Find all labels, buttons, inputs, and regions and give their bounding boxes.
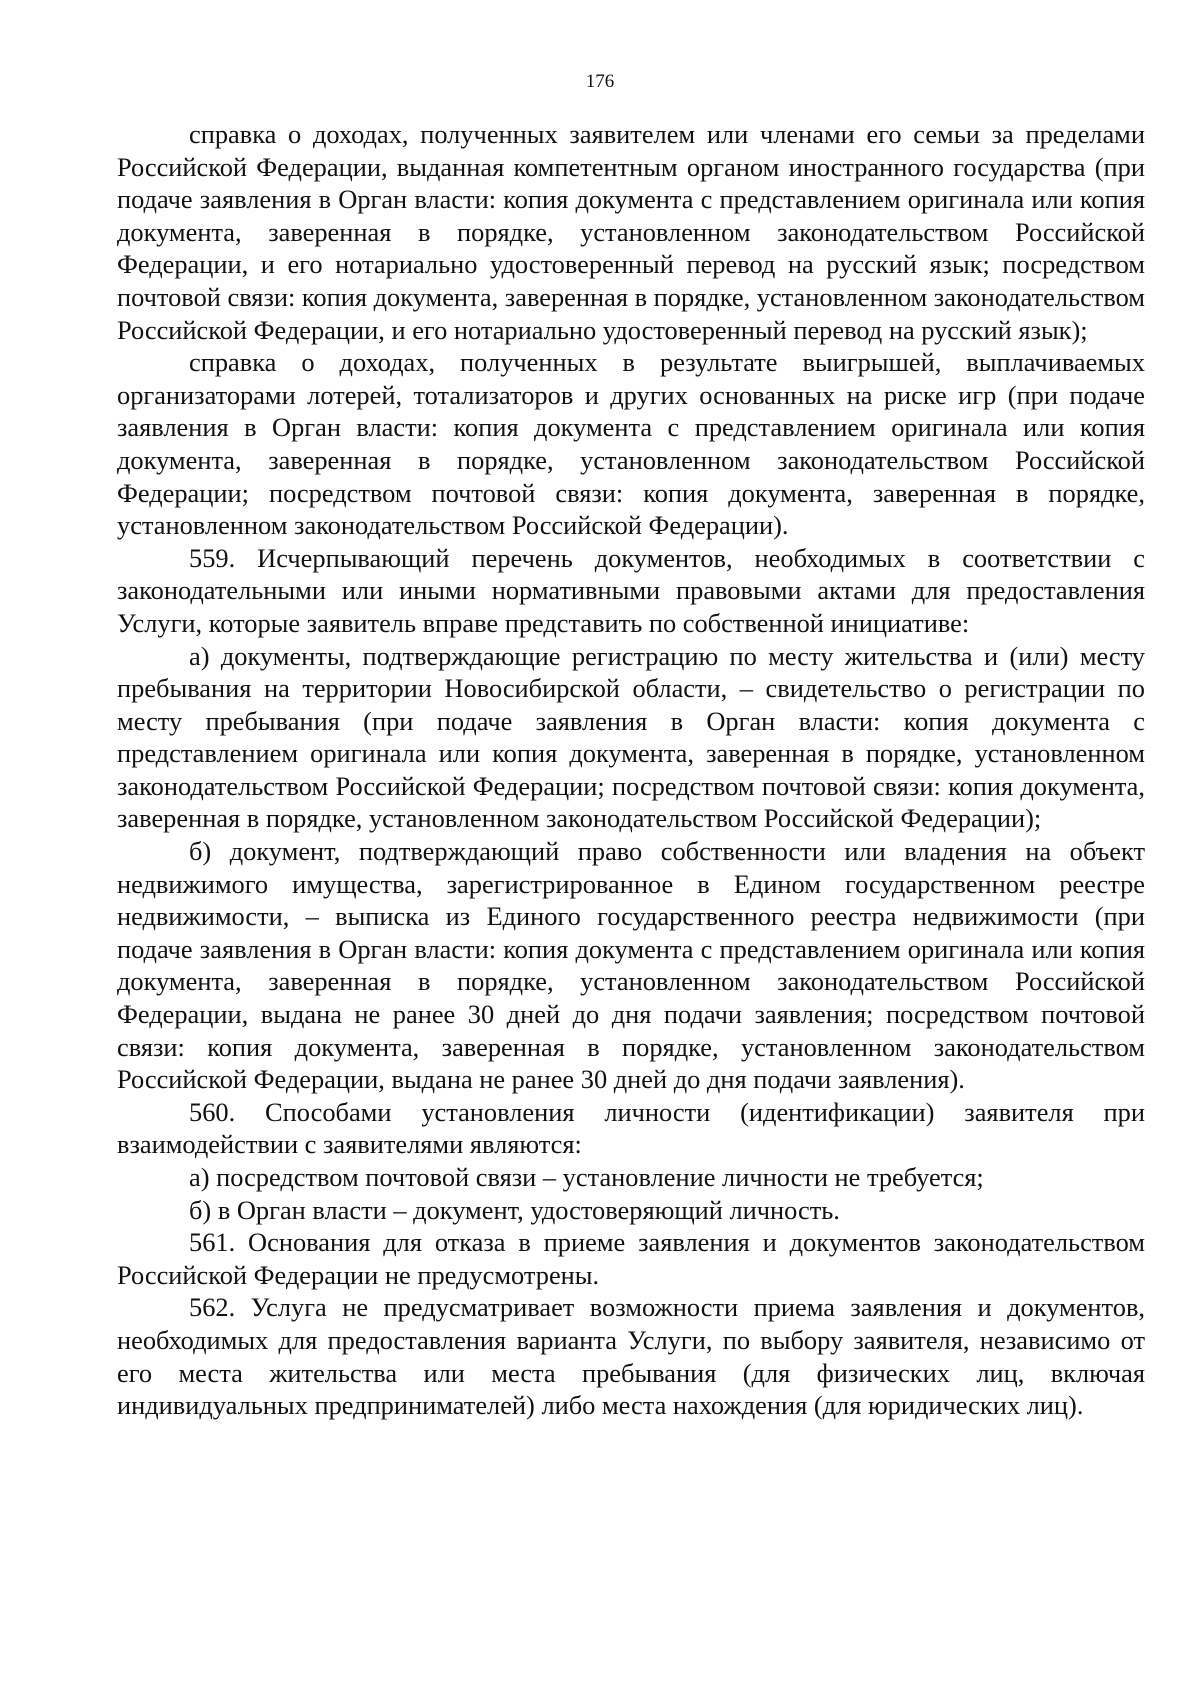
page-number: 176 xyxy=(585,71,615,92)
paragraph-559-a: а) документы, подтверждающие регистрацию по месту жительства и (или) месту пребывания на территории Новосибирской области, – свидетельство о регистрации по месту пребывания (при подаче заявления в Орган власти: копия документа с представлением оригинала или копия документа, заверенная в порядке, установленном законодательством Российской Федерации; посредством почтовой связи: копия документа, заверенная в порядке, установленном законодательством Российской Федерации); xyxy=(117,640,1145,834)
document-body xyxy=(117,118,1145,1422)
paragraph-559-b: б) документ, подтверждающий право собственности или владения на объект недвижимого имущества, зарегистрированное в Едином государственном реестре недвижимости, – выписка из Единого государственного реестра недвижимости (при подаче заявления в Орган власти: копия документа с представлением оригинала или копия документа, заверенная в порядке, установленном законодательством Российской Федерации, выдана не ранее 30 дней до дня подачи заявления; посредством почтовой связи: копия документа, заверенная в порядке, установленном законодательством Российской Федерации, выдана не ранее 30 дней до дня подачи заявления). xyxy=(117,836,1145,1095)
paragraph-561: 561. Основания для отказа в приеме заявления и документов законодательством Российской Федерации не предусмотрены. xyxy=(117,1227,1145,1290)
paragraph-562: 562. Услуга не предусматривает возможности приема заявления и документов, необходимых для предоставления варианта Услуги, по выбору заявителя, независимо от его места жительства или места пребывания (для физических лиц, включая индивидуальных предпринимателей) либо места нахождения (для юридических лиц). xyxy=(117,1292,1145,1421)
paragraph-foreign-income-certificate: справка о доходах, полученных заявителем или членами его семьи за пределами Российской Федерации, выданная компетентным органом иностранного государства (при подаче заявления в Орган власти: копия документа с представлением оригинала или копия документа, заверенная в порядке, установленном законодательством Российской Федерации, и его нотариально удостоверенный перевод на русский язык; посредством почтовой связи: копия документа, заверенная в порядке, установленном законодательством Российской Федерации, и его нотариально удостоверенный перевод на русский язык); xyxy=(117,119,1146,345)
paragraph-560: 560. Способами установления личности (идентификации) заявителя при взаимодействии с заявителями являются: xyxy=(117,1096,1145,1160)
paragraph-560-a: а) посредством почтовой связи – установление личности не требуется; xyxy=(189,1162,984,1192)
paragraph-lottery-income-certificate: справка о доходах, полученных в результате выигрышей, выплачиваемых организаторами лотерей, тотализаторов и других основанных на риске игр (при подаче заявления в Орган власти: копия документа с представлением оригинала или копия документа, заверенная в порядке, установленном законодательством Российской Федерации; посредством почтовой связи: копия документа, заверенная в порядке, установленном законодательством Российской Федерации). xyxy=(117,347,1145,541)
paragraph-560-b: б) в Орган власти – документ, удостоверяющий личность. xyxy=(189,1194,840,1225)
paragraph-559: 559. Исчерпывающий перечень документов, необходимых в соответствии с законодательными или иными нормативными правовыми актами для предоставления Услуги, которые заявитель вправе представить по собственной инициативе: xyxy=(117,542,1145,638)
